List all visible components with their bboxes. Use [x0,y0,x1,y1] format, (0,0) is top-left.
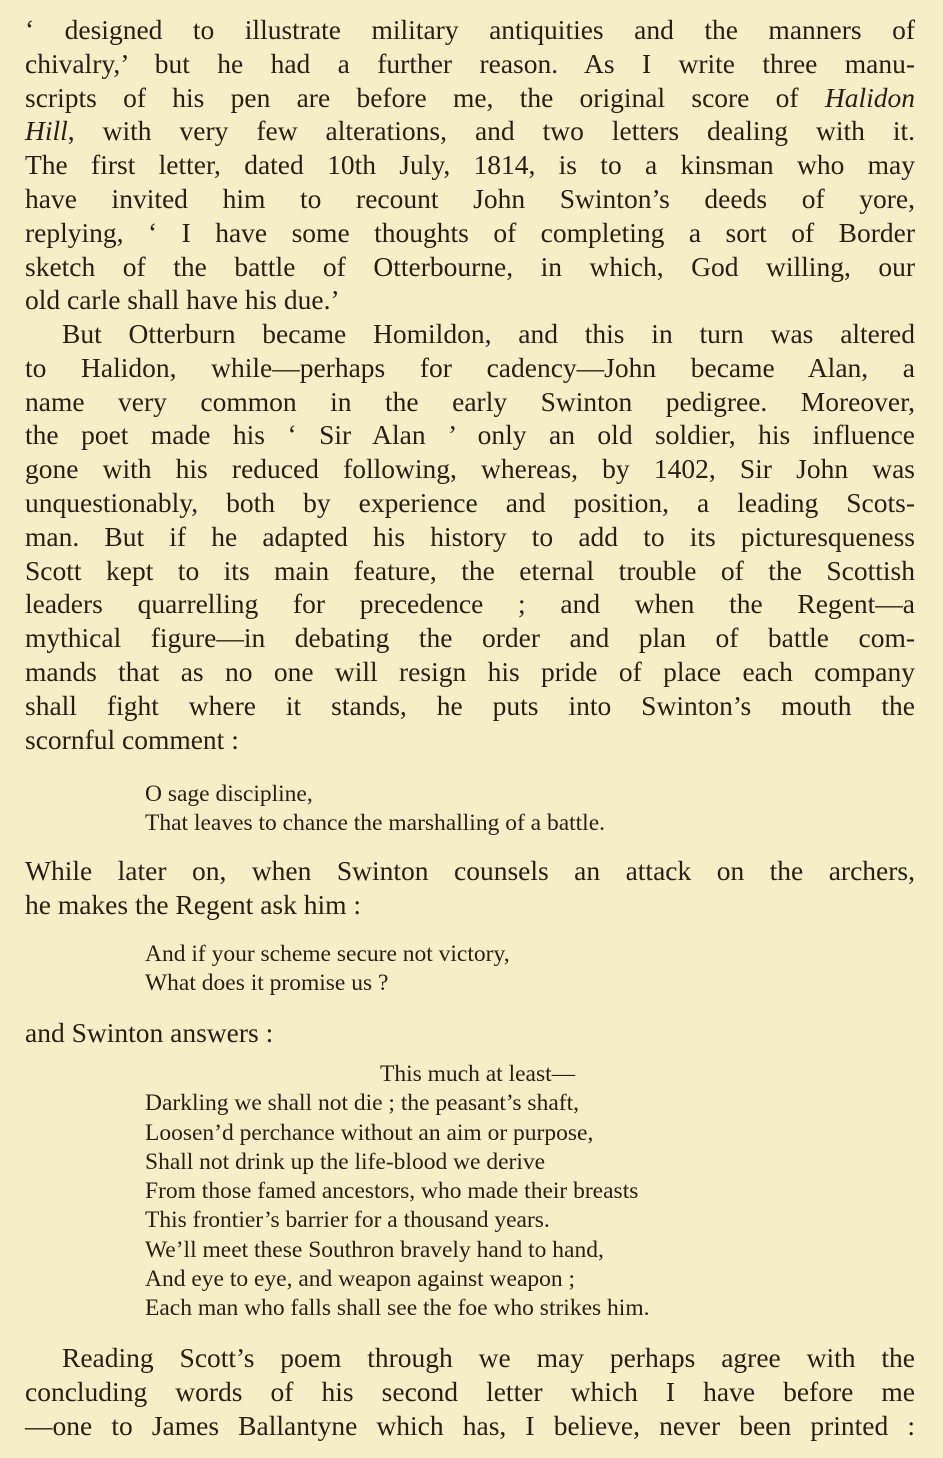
text-line: sketch of the battle of Otterbourne, in which, God willing, our [25,250,915,282]
text-line: leaders quarrelling for precedence ; and when the Regent—a [25,588,915,620]
verse-line: What does it promise us ? [145,970,389,997]
verse-line: And if your scheme secure not victory, [145,941,510,967]
text-line: replying, ‘ I have some thoughts of completing a sort of Border [25,216,915,248]
verse-line: We’ll meet these Southron bravely hand to hand, [145,1236,604,1263]
verse-line: That leaves to chance the marshalling of a battle. [145,810,606,837]
verse-quote-2 [0,940,510,999]
paragraph-3 [0,854,915,922]
paragraph-5 [0,1341,915,1442]
text-line: mands that as no one will resign his pride of place each company [25,655,915,687]
paragraph-4 [0,1016,915,1050]
text-line: scornful comment : [25,723,239,755]
verse-line: This much at least— [380,1061,576,1087]
paragraph-1 [0,13,915,317]
text-line: Hill, with very few alterations, and two letters dealing with it. [25,115,915,147]
verse-line: Loosen’d perchance without an aim or purpose, [145,1119,594,1146]
text-line: concluding words of his second letter which I have before me [25,1375,915,1407]
text-line: But Otterburn became Homildon, and this in turn was altered [62,318,915,349]
text-line: Scott kept to its main feature, the eternal trouble of the Scottish [25,554,915,586]
verse-line: Shall not drink up the life-blood we derive [145,1148,546,1175]
text-line: old carle shall have his due.’ [25,284,340,316]
text-line: to Halidon, while—perhaps for cadency—John became Alan, a [25,351,915,383]
text-line: name very common in the early Swinton pedigree. Moreover, [25,385,915,417]
text-line: man. But if he adapted his history to add to its picturesqueness [25,520,915,552]
verse-line: Darkling we shall not die ; the peasant’s shaft, [145,1090,579,1117]
verse-line: O sage discipline, [145,781,313,807]
verse-quote-3 [0,1060,649,1324]
verse-line: And eye to eye, and weapon against weapon ; [145,1266,576,1293]
text-line: mythical figure—in debating the order and plan of battle com- [25,622,915,654]
text-line: ‘ designed to illustrate military antiquities and the manners of [25,14,915,45]
paragraph-2 [0,317,915,756]
text-line: have invited him to recount John Swinton’s deeds of yore, [25,182,915,214]
text-line: and Swinton answers : [25,1017,274,1048]
text-line: chivalry,’ but he had a further reason. As I write three manu- [25,47,915,79]
text-line: gone with his reduced following, whereas, by 1402, Sir John was [25,453,915,485]
verse-line: This frontier’s barrier for a thousand years. [145,1207,550,1234]
text-line: While later on, when Swinton counsels an attack on the archers, [25,855,915,886]
text-line: he makes the Regent ask him : [25,888,362,920]
text-line: scripts of his pen are before me, the original score of Halidon [25,81,915,113]
text-line: shall fight where it stands, he puts into Swinton’s mouth the [25,689,915,721]
verse-quote-1 [0,780,605,839]
text-line: The first letter, dated 10th July, 1814, is to a kinsman who may [25,149,915,181]
text-line: unquestionably, both by experience and position, a leading Scots- [25,486,915,518]
verse-line: Each man who falls shall see the foe who strikes him. [145,1295,650,1322]
text-line: —one to James Ballantyne which has, I believe, never been printed : [25,1409,915,1441]
verse-line: From those famed ancestors, who made their breasts [145,1178,639,1205]
text-line: the poet made his ‘ Sir Alan ’ only an old soldier, his influence [25,419,915,451]
text-line: Reading Scott’s poem through we may perhaps agree with the [62,1342,915,1373]
